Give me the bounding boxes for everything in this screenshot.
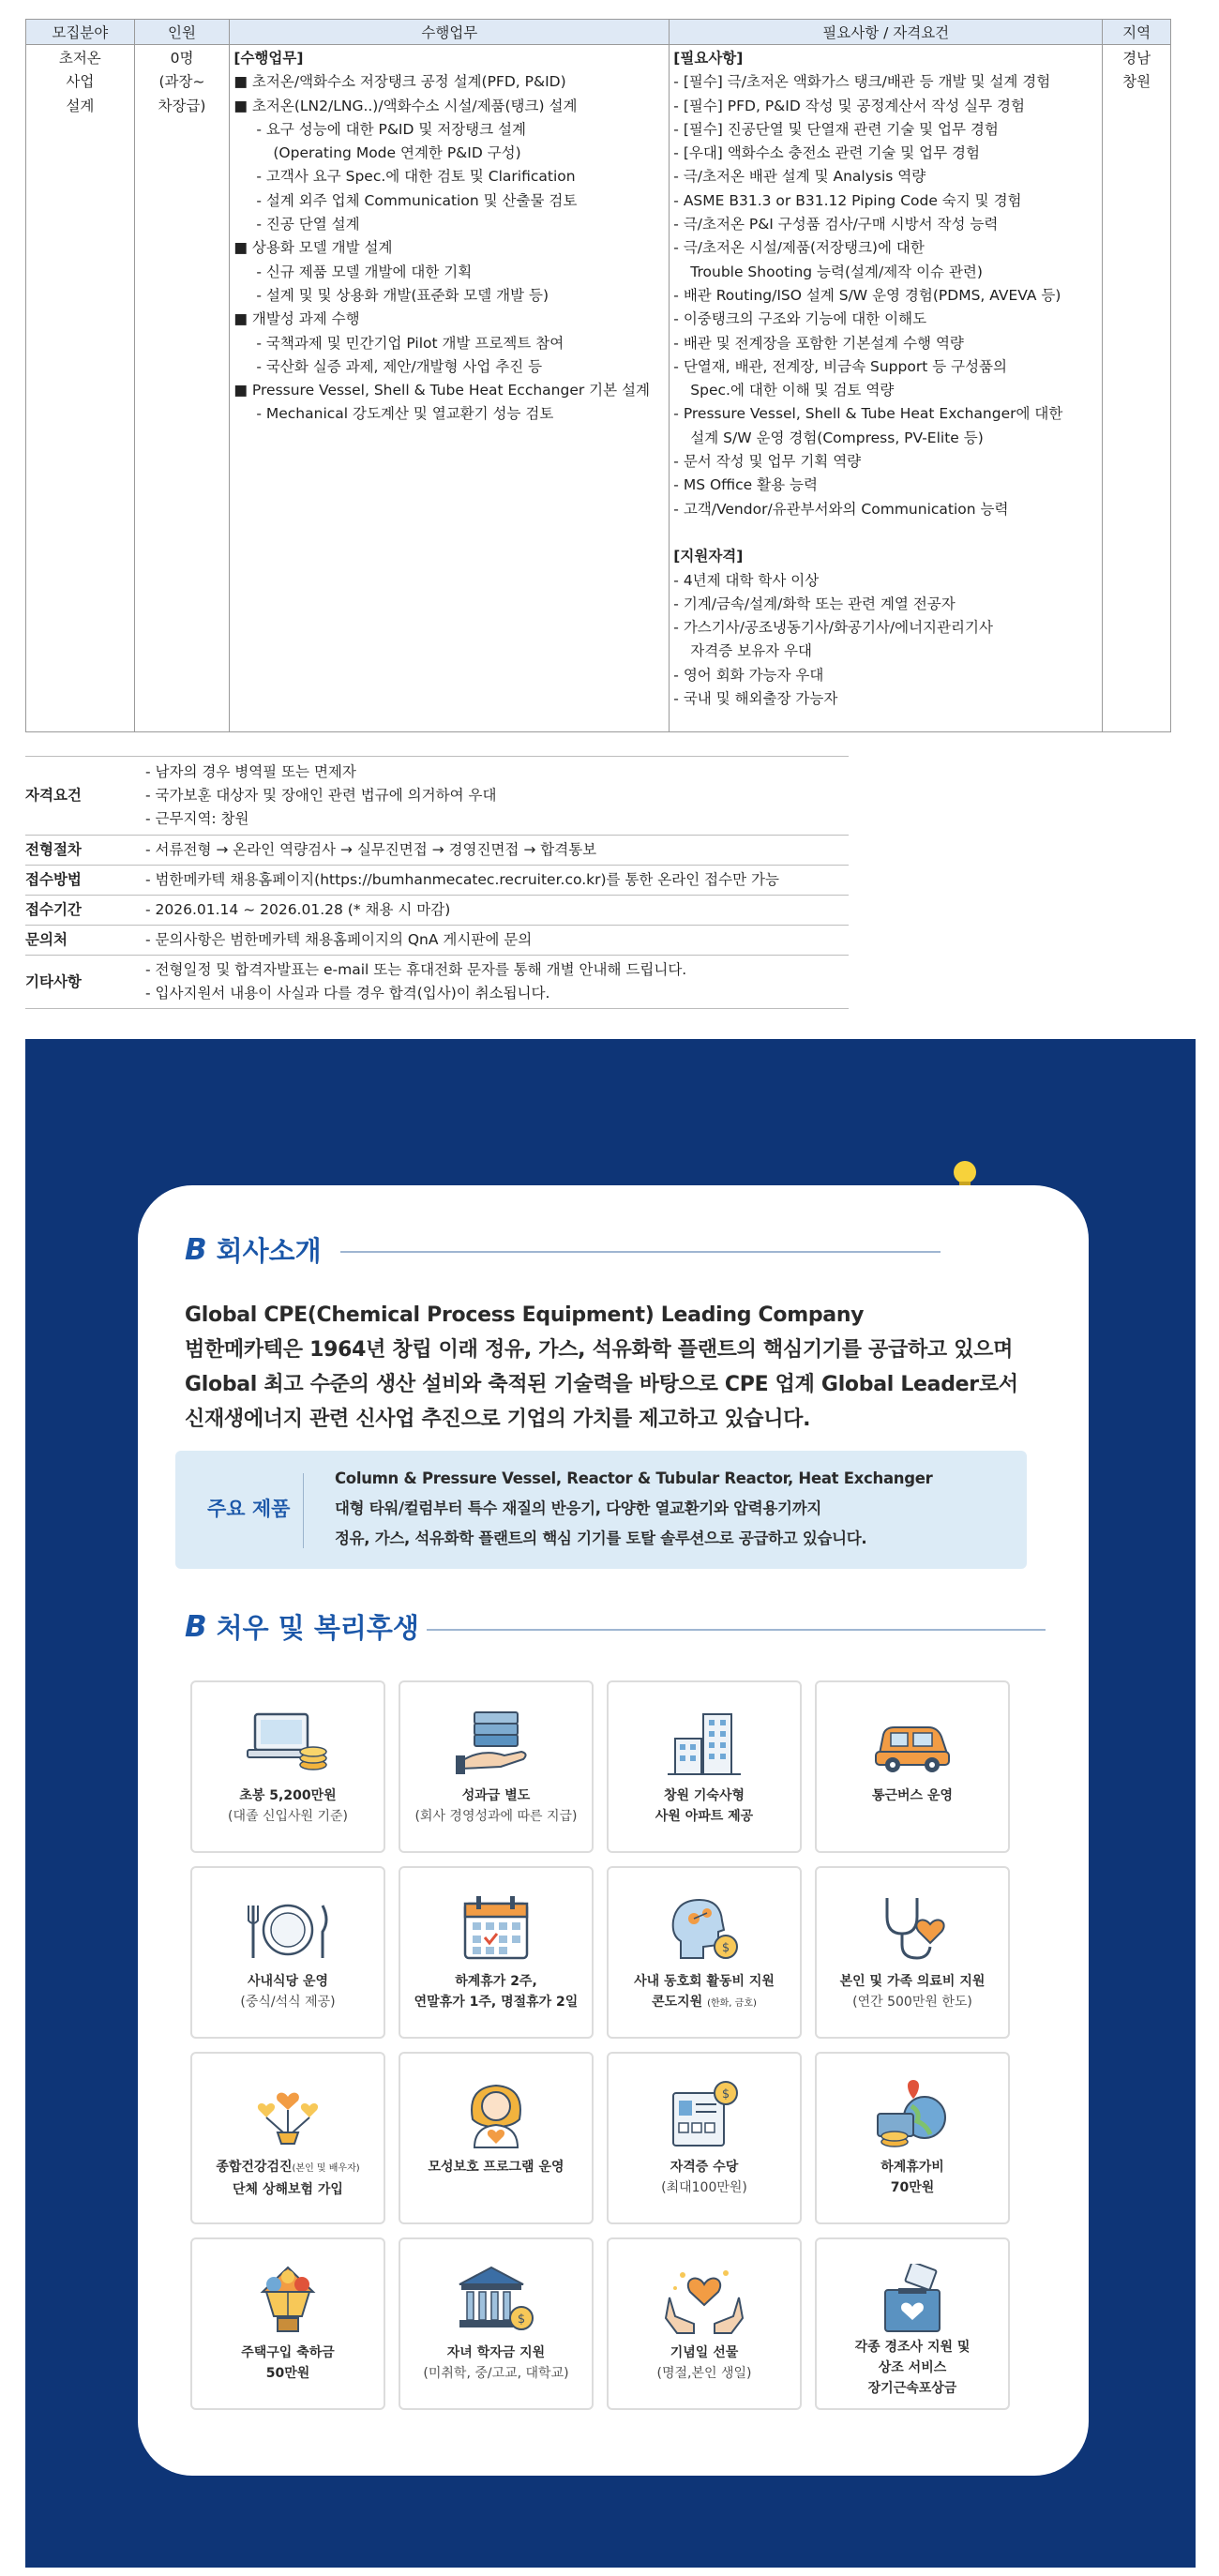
brand-b-icon: B: [185, 1232, 207, 1267]
duties-heading: [수행업무]: [233, 50, 304, 67]
benefit-caption: [817, 1785, 1008, 1806]
benefit-tile-certificate: [607, 2052, 802, 2224]
benefit-tile-house-purchase: [190, 2237, 385, 2410]
header-duties: 수행업무: [230, 20, 670, 45]
benefit-main: 창원 기숙사형: [663, 1788, 745, 1803]
school-icon: [454, 2264, 538, 2335]
duty-item: ■ 개발성 과제 수행: [233, 310, 360, 328]
intro-line: Global CPE(Chemical Process Equipment) Leading Company: [185, 1303, 865, 1327]
job-table: [25, 19, 1171, 732]
benefit-caption: [192, 1971, 384, 2012]
header-region: 지역: [1103, 20, 1171, 45]
travel-icon: [870, 2078, 955, 2149]
benefits-title-text: 처우 및 복리후생: [216, 1612, 419, 1644]
benefit-main: 모성보호 프로그램 운영: [428, 2160, 564, 2175]
spacer: [673, 521, 1098, 545]
header-requirements: 필요사항 / 자격요건: [670, 20, 1103, 45]
brand-b-icon: B: [185, 1609, 207, 1644]
benefit-sub: (명절,본인 생일): [656, 2366, 752, 2381]
duty-subitem: - 신규 제품 모델 개발에 대한 기획: [256, 263, 473, 280]
benefits-section-title: [185, 1607, 419, 1646]
benefit-sub: (최대100만원): [661, 2180, 747, 2195]
intro-line: 신재생에너지 관련 신사업 추진으로 기업의 가치를 제고하고 있습니다.: [185, 1408, 811, 1431]
benefit-main: 자격증 수당: [670, 2160, 739, 2175]
duties-cell: [230, 45, 670, 732]
requirement-item: - 극/초저온 배관 설계 및 Analysis 역량: [673, 168, 926, 186]
requirement-item: - [필수] 극/초저온 액화가스 탱크/배관 등 개발 및 설계 경험: [673, 73, 1051, 91]
benefit-tile-vacation: [399, 1866, 594, 2039]
benefit-main: 주택구입 축하금: [241, 2345, 335, 2360]
benefit-caption: [609, 1971, 800, 2014]
requirement-item: - [필수] PFD, P&ID 작성 및 공정계산서 작성 실무 경험: [673, 97, 1025, 114]
benefit-tile-salary: [190, 1680, 385, 1853]
intro-line: 범한메카텍은 1964년 창립 이래 정유, 가스, 석유화학 플랜트의 핵심기기를 공급하고 있으며: [185, 1338, 1014, 1362]
benefit-sub: (중식/석식 제공): [240, 1995, 336, 2010]
duty-subitem: - 설계 외주 업체 Communication 및 산출물 검토: [256, 191, 578, 209]
benefit-sub: (연간 500만원 한도): [852, 1995, 972, 2010]
benefit-main: 하계휴가 2주,: [455, 1974, 537, 1989]
benefit-caption: [817, 2337, 1008, 2399]
health-check-icon: [246, 2078, 330, 2149]
duty-subitem: - 국산화 실증 과제, 제안/개발형 사업 추진 등: [256, 357, 543, 375]
svg-text:$: $: [721, 1941, 730, 1955]
title-divider: [427, 1629, 1046, 1631]
benefit-caption: [609, 1785, 800, 1827]
duty-subitem: (Operating Mode 연계한 P&ID 구성): [273, 144, 521, 162]
qualification-item: - 기계/금속/설계/화학 또는 관련 계열 전공자: [673, 595, 956, 612]
apartment-icon: [662, 1707, 746, 1778]
qualification-item: - 국내 및 해외출장 가능자: [673, 690, 838, 708]
company-section-title: [185, 1230, 322, 1269]
benefit-main: 콘도지원: [652, 1995, 703, 2010]
benefit-tile-bonus: [399, 1680, 594, 1853]
benefit-tiny: (한화, 금호): [707, 1998, 757, 2009]
benefit-main: 사내 동호회 활동비 지원: [634, 1974, 775, 1989]
benefit-main: 초봉 5,200만원: [239, 1788, 337, 1803]
benefit-sub: (대졸 신입사원 기준): [227, 1809, 349, 1824]
benefit-caption: [400, 1971, 592, 2012]
products-divider: [303, 1473, 304, 1548]
field-cell: [26, 45, 135, 732]
qualifications-heading: [지원자격]: [673, 548, 744, 565]
benefit-main: 통근버스 운영: [871, 1788, 954, 1803]
field-line: 초저온: [58, 50, 101, 67]
benefit-caption: [192, 2157, 384, 2200]
requirement-item: - 고객/Vendor/유관부서와의 Communication 능력: [673, 500, 1009, 518]
calendar-icon: [454, 1892, 538, 1964]
benefit-sub: (미취학, 중/고교, 대학교): [423, 2366, 569, 2381]
info-table: [25, 756, 849, 1009]
duty-subitem: - 설계 및 및 상용화 개발(표준화 모델 개발 등): [256, 286, 549, 304]
benefit-tiny: (본인 및 배우자): [292, 2163, 360, 2174]
benefit-tile-medical: [815, 1866, 1010, 2039]
laptop-coins-icon: [246, 1707, 330, 1778]
benefit-tile-maternity: [399, 2052, 594, 2224]
info-label: 접수방법: [25, 866, 145, 896]
company-banner: [25, 1039, 1196, 2568]
benefit-main: 자녀 학자금 지원: [446, 2345, 546, 2360]
requirement-item: Trouble Shooting 능력(설계/제작 이슈 관련): [690, 263, 983, 280]
info-label: 기타사항: [25, 956, 145, 1009]
headcount-line: 차장급): [158, 97, 206, 114]
info-value: - 문의사항은 범한메카텍 채용홈페이지의 QnA 게시판에 문의: [145, 926, 849, 956]
benefit-tile-club: [607, 1866, 802, 2039]
field-line: 설계: [66, 97, 95, 114]
benefit-main: 본인 및 가족 의료비 지원: [839, 1974, 986, 1989]
info-line: - 근무지역: 창원: [145, 810, 249, 827]
company-intro: [185, 1298, 1029, 1437]
info-row-etc: [25, 956, 849, 1009]
job-table-row: [26, 45, 1171, 732]
region-cell: [1103, 45, 1171, 732]
benefit-tile-summer-bonus: [815, 2052, 1010, 2224]
benefit-main: 연말휴가 1주, 명절휴가 2일: [414, 1995, 579, 2010]
duty-item: ■ Pressure Vessel, Shell & Tube Heat Ecchanger 기본 설계: [233, 382, 650, 399]
qualification-item: - 영어 회화 가능자 우대: [673, 666, 824, 684]
benefit-main: 50만원: [265, 2366, 310, 2381]
info-line: - 남자의 경우 병역필 또는 면제자: [145, 763, 356, 780]
products-line: 대형 타워/컬럼부터 특수 재질의 반응기, 다양한 열교환기와 압력용기까지: [335, 1499, 821, 1517]
products-label: 주요 제품: [207, 1498, 291, 1520]
info-value: - 서류전형 → 온라인 역량검사 → 실무진면접 → 경영진면접 → 합격통보: [145, 836, 849, 866]
requirements-heading: [필요사항]: [673, 50, 744, 67]
headcount-cell: [134, 45, 230, 732]
info-value: [145, 956, 849, 1009]
header-headcount: 인원: [134, 20, 230, 45]
region-line: 창원: [1122, 73, 1151, 91]
benefit-tile-cafeteria: [190, 1866, 385, 2039]
requirement-item: - 배관 및 전계장을 포함한 기본설계 수행 역량: [673, 334, 964, 352]
headcount-line: 0명: [170, 50, 194, 67]
requirement-item: - 극/초저온 P&I 구성품 검사/구매 시방서 작성 능력: [673, 216, 999, 233]
company-card: [138, 1185, 1089, 2476]
duty-item: ■ 초저온(LN2/LNG..)/액화수소 시설/제품(탱크) 설계: [233, 97, 578, 114]
title-divider: [340, 1251, 941, 1253]
duty-subitem: - Mechanical 강도계산 및 열교환기 성능 검토: [256, 405, 554, 423]
requirement-item: - 극/초저온 시설/제품(저장탱크)에 대한: [673, 239, 925, 257]
benefit-main: 하계휴가비: [880, 2160, 944, 2175]
requirements-cell: [670, 45, 1103, 732]
requirement-item: Spec.에 대한 이해 및 검토 역량: [690, 382, 895, 399]
benefit-main: 70만원: [890, 2180, 935, 2195]
benefit-caption: [192, 2343, 384, 2384]
benefit-tile-checkup: [190, 2052, 385, 2224]
stethoscope-icon: [870, 1892, 955, 1964]
requirement-item: - 문서 작성 및 업무 기획 역량: [673, 453, 862, 471]
info-value: - 범한메카텍 채용홈페이지(https://bumhanmecatec.recruiter.co.kr)를 통한 온라인 접수만 가능: [145, 866, 849, 896]
club-icon: [662, 1892, 746, 1964]
house-icon: [246, 2264, 330, 2335]
info-line: - 국가보훈 대상자 및 장애인 관련 법규에 의거하여 우대: [145, 787, 497, 804]
requirement-item: 설계 S/W 운영 경험(Compress, PV-Elite 등): [690, 429, 984, 446]
info-row-qualification: [25, 757, 849, 836]
info-label: 전형절차: [25, 836, 145, 866]
dining-icon: [246, 1892, 330, 1964]
info-line: - 입사지원서 내용이 사실과 다를 경우 합격(입사)이 취소됩니다.: [145, 985, 550, 1002]
benefit-main: 단체 상해보험 가입: [233, 2182, 343, 2197]
benefit-main: 기념일 선물: [670, 2345, 739, 2360]
headcount-line: (과장~: [158, 73, 205, 91]
field-line: 사업: [66, 73, 95, 91]
benefit-caption: [400, 1785, 592, 1827]
requirement-item: - [우대] 액화수소 충전소 관련 기술 및 업무 경험: [673, 144, 980, 162]
requirement-item: - MS Office 활용 능력: [673, 476, 818, 494]
info-row-contact: [25, 926, 849, 956]
benefit-tile-family-events: [815, 2237, 1010, 2410]
benefit-main: 장기근속포상금: [867, 2381, 957, 2396]
requirement-item: - ASME B31.3 or B31.12 Piping Code 숙지 및 경험: [673, 191, 1022, 209]
benefit-main: 상조 서비스: [878, 2360, 947, 2375]
benefit-tile-bus: [815, 1680, 1010, 1853]
benefit-caption: [817, 1971, 1008, 2012]
donation-box-icon: [870, 2264, 955, 2335]
requirement-item: - 단열재, 배관, 전계장, 비금속 Support 등 구성품의: [673, 357, 1008, 375]
benefit-tile-housing: [607, 1680, 802, 1853]
products-line: Column & Pressure Vessel, Reactor & Tubular Reactor, Heat Exchanger: [335, 1469, 933, 1487]
info-line: - 전형일정 및 합격자발표는 e-mail 또는 휴대전화 문자를 통해 개별 안내해 드립니다.: [145, 961, 687, 978]
requirement-item: - Pressure Vessel, Shell & Tube Heat Exchanger에 대한: [673, 405, 1063, 423]
mother-icon: [454, 2078, 538, 2149]
benefit-caption: [609, 2343, 800, 2384]
job-table-header: [26, 20, 1171, 45]
benefit-caption: [192, 1785, 384, 1827]
benefit-caption: [817, 2157, 1008, 2198]
info-row-method: [25, 866, 849, 896]
benefit-tile-gift: [607, 2237, 802, 2410]
benefit-tile-tuition: [399, 2237, 594, 2410]
company-title-text: 회사소개: [216, 1235, 322, 1267]
requirement-item: - 이중탱크의 구조와 기능에 대한 이해도: [673, 310, 927, 328]
benefit-caption: [609, 2157, 800, 2198]
benefit-caption: [400, 2157, 592, 2177]
requirement-item: - [필수] 진공단열 및 단열재 관련 기술 및 업무 경험: [673, 120, 999, 138]
certificate-icon: [662, 2078, 746, 2149]
info-label: 문의처: [25, 926, 145, 956]
qualification-item: 자격증 보유자 우대: [690, 642, 812, 660]
info-label: 자격요건: [25, 757, 145, 836]
duty-subitem: - 진공 단열 설계: [256, 216, 360, 233]
qualification-item: - 가스기사/공조냉동기사/화공기사/에너지관리기사: [673, 619, 993, 637]
money-hand-icon: [454, 1707, 538, 1778]
products-text: [335, 1464, 932, 1554]
info-row-process: [25, 836, 849, 866]
benefit-main: 사내식당 운영: [247, 1974, 329, 1989]
duty-subitem: - 고객사 요구 Spec.에 대한 검토 및 Clarification: [256, 168, 576, 186]
benefit-main: 사원 아파트 제공: [655, 1809, 754, 1824]
svg-text:$: $: [721, 2087, 730, 2101]
benefit-main: 종합건강검진: [216, 2160, 293, 2175]
products-box: [175, 1451, 1027, 1569]
requirement-item: - 배관 Routing/ISO 설계 S/W 운영 경험(PDMS, AVEVA 등): [673, 286, 1061, 304]
duty-item: ■ 상용화 모델 개발 설계: [233, 239, 393, 257]
duty-subitem: - 국책과제 및 민간기업 Pilot 개발 프로젝트 참여: [256, 334, 564, 352]
info-value: - 2026.01.14 ~ 2026.01.28 (* 채용 시 마감): [145, 896, 849, 926]
intro-line: Global 최고 수준의 생산 설비와 축적된 기술력을 바탕으로 CPE 업계 Global Leader로서: [185, 1373, 1018, 1396]
bus-icon: [870, 1707, 955, 1778]
info-value: [145, 757, 849, 836]
info-label: 접수기간: [25, 896, 145, 926]
info-row-period: [25, 896, 849, 926]
svg-text:$: $: [517, 2312, 526, 2327]
header-field: 모집분야: [26, 20, 135, 45]
duty-item: ■ 초저온/액화수소 저장탱크 공정 설계(PFD, P&ID): [233, 73, 566, 91]
region-line: 경남: [1122, 50, 1151, 67]
benefit-main: 성과급 별도: [461, 1788, 531, 1803]
products-line: 정유, 가스, 석유화학 플랜트의 핵심 기기를 토탈 솔루션으로 공급하고 있습니다.: [335, 1529, 867, 1547]
benefit-main: 각종 경조사 지원 및: [854, 2340, 971, 2355]
duty-subitem: - 요구 성능에 대한 P&ID 및 저장탱크 설계: [256, 120, 527, 138]
gift-hands-icon: [662, 2264, 746, 2335]
benefits-grid: [190, 1680, 1016, 2410]
qualification-item: - 4년제 대학 학사 이상: [673, 571, 820, 589]
benefit-sub: (회사 경영성과에 따른 지급): [414, 1809, 578, 1824]
benefit-caption: [400, 2343, 592, 2384]
